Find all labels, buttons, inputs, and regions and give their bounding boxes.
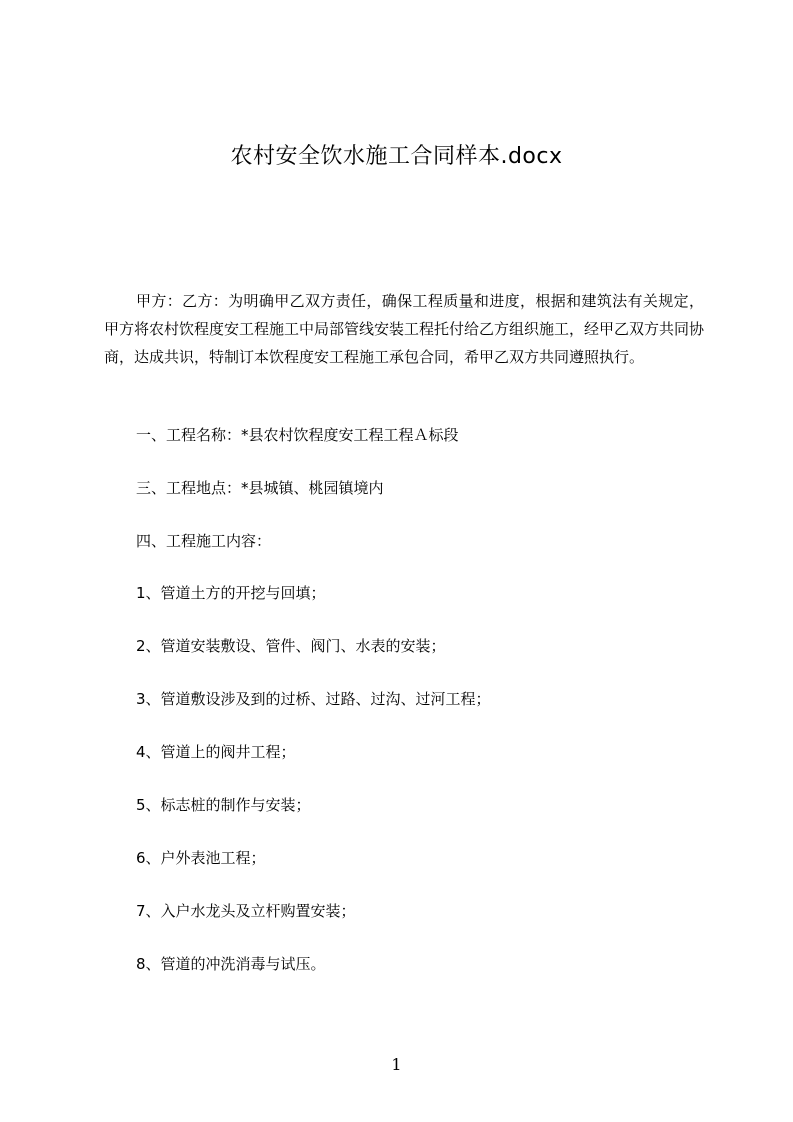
list-item: 5、标志桩的制作与安装； (136, 796, 311, 814)
page-number: 1 (391, 1055, 402, 1074)
list-item: 四、工程施工内容： (136, 532, 272, 550)
list-item: 2、管道安装敷设、管件、阀门、水表的安装； (136, 637, 446, 655)
intro-paragraph: 甲方：乙方：为明确甲乙双方责任，确保工程质量和进度，根据和建筑法有关规定，甲方将农村饮程度安工程施工中局部管线安装工程托付给乙方组织施工，经甲乙双方共同协商，达成共识，特制订本饮程度安工程施工承包合同，希甲乙双方共同遵照执行。 (104, 292, 705, 366)
list-item: 三、工程地点：*县城镇、桃园镇境内 (136, 479, 384, 497)
list-item: 4、管道上的阀井工程； (136, 743, 296, 761)
list-item: 7、入户水龙头及立杆购置安装； (136, 902, 356, 920)
list-item: 1、管道土方的开挖与回填； (136, 584, 326, 602)
list-item: 3、管道敷设涉及到的过桥、过路、过沟、过河工程； (136, 690, 491, 708)
list-item: 6、户外表池工程； (136, 849, 266, 867)
document-title: 农村安全饮水施工合同样本.docx (230, 144, 563, 169)
list-item: 8、管道的冲洗消毒与试压。 (136, 955, 326, 973)
list-item: 一、工程名称：*县农村饮程度安工程工程Ａ标段 (136, 426, 459, 444)
